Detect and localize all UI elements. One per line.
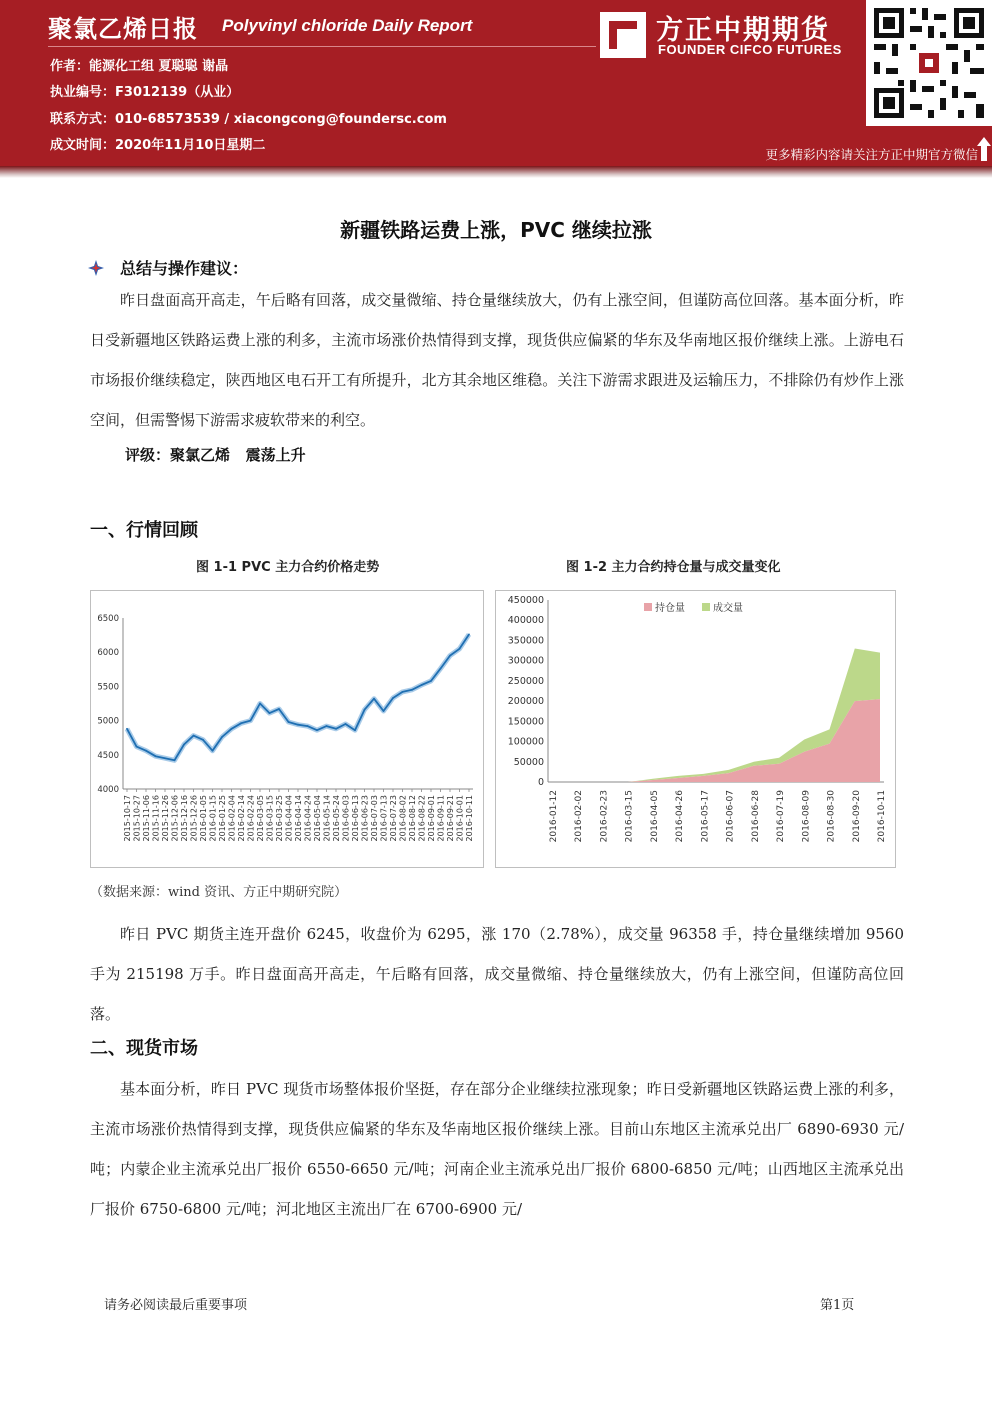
price-point <box>297 724 299 726</box>
volume-oi-chart <box>495 590 896 868</box>
price-point <box>392 697 394 699</box>
x-tick-label: 2016-01-15 <box>208 795 218 842</box>
y-tick-label: 5500 <box>97 682 119 693</box>
y-tick-label: 350000 <box>507 635 544 647</box>
x-tick-label: 2016-07-23 <box>389 795 398 842</box>
x-tick-label: 2016-07-03 <box>370 795 379 842</box>
price-point <box>421 684 423 686</box>
x-tick-label: 2016-07-13 <box>379 795 389 842</box>
y-tick-label: 100000 <box>507 736 544 748</box>
spot-market-paragraph: 基本面分析，昨日 PVC 现货市场整体报价坚挺，存在部分企业继续拉涨现象；昨日受新疆地区铁路运费上涨的利多，主流市场涨价热情得到支撑，现货供应偏紧的华东及华南地区报价继续上涨。目前山东地区主流承兑出厂 6890-6930 元/吨；内蒙企业主流承兑出厂报价 6550-6650 元/吨；河南企业主流承兑出厂报价 6800-6850 元/吨；山西地区主流承兑出厂报价 6750-6800 元/吨；河北地区主流出厂在 6700-6900 元/ <box>90 1080 904 1218</box>
y-tick-label: 6500 <box>97 614 119 624</box>
legend-swatch-volume <box>702 603 710 611</box>
legend-label-open-interest: 持仓量 <box>655 603 685 614</box>
license-row <box>50 81 239 100</box>
price-chart <box>90 590 484 868</box>
price-point <box>459 648 461 650</box>
section-market-review-heading: 一、行情回顾 <box>90 520 198 541</box>
price-point <box>250 720 252 722</box>
price-point <box>468 634 470 636</box>
market-review-paragraph: 昨日 PVC 期货主连开盘价 6245，收盘价为 6295，涨 170（2.78%），成交量 96358 手，持仓量继续增加 9560 手为 215198 万手。昨日盘面高开高走，午后略有回落，成交量微缩、持仓量继续放大，仍有上涨空间，但谨防高位回落。 <box>90 925 904 1023</box>
x-tick-label: 2016-05-14 <box>322 795 332 842</box>
header-shadow <box>0 166 992 178</box>
contact-row <box>50 108 447 127</box>
bullet-cross-icon <box>88 260 104 276</box>
price-point <box>449 655 451 657</box>
x-tick-label: 2016-02-24 <box>246 795 256 842</box>
date-value: 2020年11月10日星期二 <box>115 138 266 153</box>
x-tick-label: 2016-08-22 <box>417 795 427 842</box>
license-label: 执业编号： <box>50 85 116 100</box>
x-tick-label: 2016-04-14 <box>294 795 303 842</box>
follow-wechat-text: 更多精彩内容请关注方正中期官方微信 <box>765 147 978 162</box>
volume-oi-chart-svg <box>496 591 895 867</box>
price-point <box>373 698 375 700</box>
x-tick-label: 2016-03-15 <box>624 790 635 843</box>
price-point <box>193 735 195 737</box>
section-spot-market-heading: 二、现货市场 <box>90 1038 198 1059</box>
x-tick-label: 2016-05-17 <box>700 790 711 843</box>
x-tick-label: 2016-04-26 <box>675 790 686 843</box>
price-series-line <box>127 634 469 760</box>
y-tick-label: 150000 <box>507 716 544 728</box>
contact-value: 010-68573539 / xiacongcong@foundersc.com <box>115 112 447 127</box>
report-title-zh: 聚氯乙烯日报 <box>48 15 198 43</box>
x-tick-label: 2016-08-02 <box>398 795 408 842</box>
price-point <box>278 708 280 710</box>
x-tick-label: 2015-11-06 <box>142 795 151 842</box>
x-tick-label: 2016-08-09 <box>801 790 812 843</box>
date-label: 成文时间： <box>50 138 116 153</box>
arrow-up-icon <box>976 136 992 162</box>
x-tick-label: 2016-05-24 <box>332 795 341 842</box>
x-tick-label: 2016-07-19 <box>776 790 787 843</box>
x-tick-label: 2016-04-04 <box>284 795 294 842</box>
y-tick-label: 450000 <box>507 595 544 606</box>
legend-swatch-open-interest <box>644 603 652 611</box>
price-point <box>354 729 356 731</box>
price-point <box>221 736 223 738</box>
y-tick-label: 4500 <box>97 750 119 761</box>
data-source-note: （数据来源：wind 资讯、方正中期研究院） <box>90 885 348 900</box>
x-tick-label: 2016-09-11 <box>436 795 446 842</box>
price-point <box>364 709 366 711</box>
price-point <box>202 739 204 741</box>
x-tick-label: 2016-02-14 <box>237 795 246 842</box>
rating-line: 评级：聚氯乙烯 震荡上升 <box>125 446 306 464</box>
price-point <box>383 710 385 712</box>
price-point <box>212 750 214 752</box>
x-tick-label: 2016-09-20 <box>851 790 862 843</box>
x-tick-label: 2016-06-13 <box>351 795 360 842</box>
license-value: F3012139（从业） <box>115 85 240 100</box>
x-tick-label: 2015-12-26 <box>189 795 199 842</box>
x-tick-label: 2016-06-28 <box>750 790 761 843</box>
company-logo <box>600 8 858 60</box>
x-tick-label: 2016-01-12 <box>549 790 559 843</box>
y-tick-label: 400000 <box>507 615 544 627</box>
price-series-glow <box>127 634 469 760</box>
date-row <box>50 134 265 153</box>
x-tick-label: 2015-10-27 <box>132 795 142 842</box>
price-point <box>288 721 290 723</box>
author-label: 作者： <box>50 59 90 74</box>
price-chart-svg <box>91 591 483 867</box>
price-point <box>411 689 413 691</box>
figure-2-title: 图 1-2 主力合约持仓量与成交量变化 <box>566 560 781 575</box>
y-tick-label: 50000 <box>513 756 544 768</box>
y-tick-label: 5000 <box>97 716 119 727</box>
y-tick-label: 4000 <box>97 785 119 795</box>
y-tick-label: 0 <box>537 777 544 788</box>
x-tick-label: 2016-01-05 <box>199 795 208 842</box>
x-tick-label: 2016-10-11 <box>465 795 474 842</box>
x-tick-label: 2016-06-03 <box>341 795 351 842</box>
x-tick-label: 2016-03-15 <box>265 795 275 842</box>
x-tick-label: 2016-10-01 <box>455 795 465 842</box>
y-tick-label: 300000 <box>507 655 544 667</box>
price-point <box>240 722 242 724</box>
summary-heading-text: 总结与操作建议： <box>120 259 249 278</box>
x-tick-label: 2016-04-24 <box>303 795 313 842</box>
price-point <box>183 744 185 746</box>
author-row <box>50 55 228 74</box>
logo-text-zh: 方正中期期货 <box>656 15 830 46</box>
y-tick-label: 6000 <box>97 648 119 659</box>
contact-label: 联系方式： <box>50 112 116 127</box>
report-title-en: Polyvinyl chloride Daily Report <box>222 16 473 35</box>
header-divider <box>48 46 596 47</box>
price-point <box>335 728 337 730</box>
x-tick-label: 2016-02-23 <box>599 790 610 843</box>
x-tick-label: 2016-03-05 <box>256 795 265 842</box>
qr-code-icon[interactable] <box>866 0 992 126</box>
x-tick-label: 2016-03-25 <box>275 795 284 842</box>
price-point <box>326 725 328 727</box>
x-tick-label: 2016-05-04 <box>313 795 322 842</box>
author-value: 能源化工组 夏聪聪 谢晶 <box>89 59 229 74</box>
summary-heading <box>88 256 248 279</box>
price-point <box>430 680 432 682</box>
legend-label-volume: 成交量 <box>713 603 743 614</box>
x-tick-label: 2016-10-11 <box>877 790 887 843</box>
x-tick-label: 2016-02-02 <box>574 790 585 843</box>
x-tick-label: 2015-10-17 <box>123 795 132 842</box>
price-point <box>126 728 128 730</box>
figure-1-title: 图 1-1 PVC 主力合约价格走势 <box>196 560 380 575</box>
price-point <box>145 750 147 752</box>
logo-text-en: FOUNDER CIFCO FUTURES <box>658 42 842 57</box>
price-point <box>440 668 442 670</box>
y-tick-label: 200000 <box>507 696 544 708</box>
price-point <box>345 723 347 725</box>
x-tick-label: 2016-09-21 <box>446 795 455 842</box>
x-tick-label: 2015-11-26 <box>161 795 170 842</box>
price-point <box>269 712 271 714</box>
price-point <box>164 757 166 759</box>
price-point <box>259 703 261 705</box>
footer-disclaimer: 请务必阅读最后重要事项 <box>104 1298 248 1313</box>
x-tick-label: 2016-01-25 <box>218 795 227 842</box>
price-point <box>402 691 404 693</box>
founder-logo-icon <box>600 12 646 58</box>
price-point <box>174 759 176 761</box>
x-tick-label: 2015-12-16 <box>180 795 189 842</box>
x-tick-label: 2016-09-01 <box>427 795 436 842</box>
x-tick-label: 2016-08-12 <box>408 795 417 842</box>
price-point <box>155 755 157 757</box>
x-tick-label: 2015-11-16 <box>151 795 161 842</box>
price-point <box>307 725 309 727</box>
x-tick-label: 2015-12-06 <box>170 795 180 842</box>
page-number: 第1页 <box>820 1298 855 1313</box>
price-point <box>316 729 318 731</box>
price-point <box>136 746 138 748</box>
price-point <box>231 728 233 730</box>
y-tick-label: 250000 <box>507 675 544 687</box>
x-tick-label: 2016-06-23 <box>360 795 370 842</box>
document-title: 新疆铁路运费上涨，PVC 继续拉涨 <box>340 218 652 242</box>
report-header <box>0 0 992 166</box>
summary-paragraph: 昨日盘面高开高走，午后略有回落，成交量微缩、持仓量继续放大，仍有上涨空间，但谨防高位回落。基本面分析，昨日受新疆地区铁路运费上涨的利多，主流市场涨价热情得到支撑，现货供应偏紧的华东及华南地区报价继续上涨。上游电石市场报价继续稳定，陕西地区电石开工有所提升，北方其余地区维稳。关注下游需求跟进及运输压力，不排除仍有炒作上涨空间，但需警惕下游需求疲软带来的利空。 <box>90 291 904 429</box>
x-tick-label: 2016-06-07 <box>725 790 736 843</box>
x-tick-label: 2016-08-30 <box>826 790 837 843</box>
x-tick-label: 2016-02-04 <box>227 795 237 842</box>
x-tick-label: 2016-04-05 <box>649 790 660 843</box>
